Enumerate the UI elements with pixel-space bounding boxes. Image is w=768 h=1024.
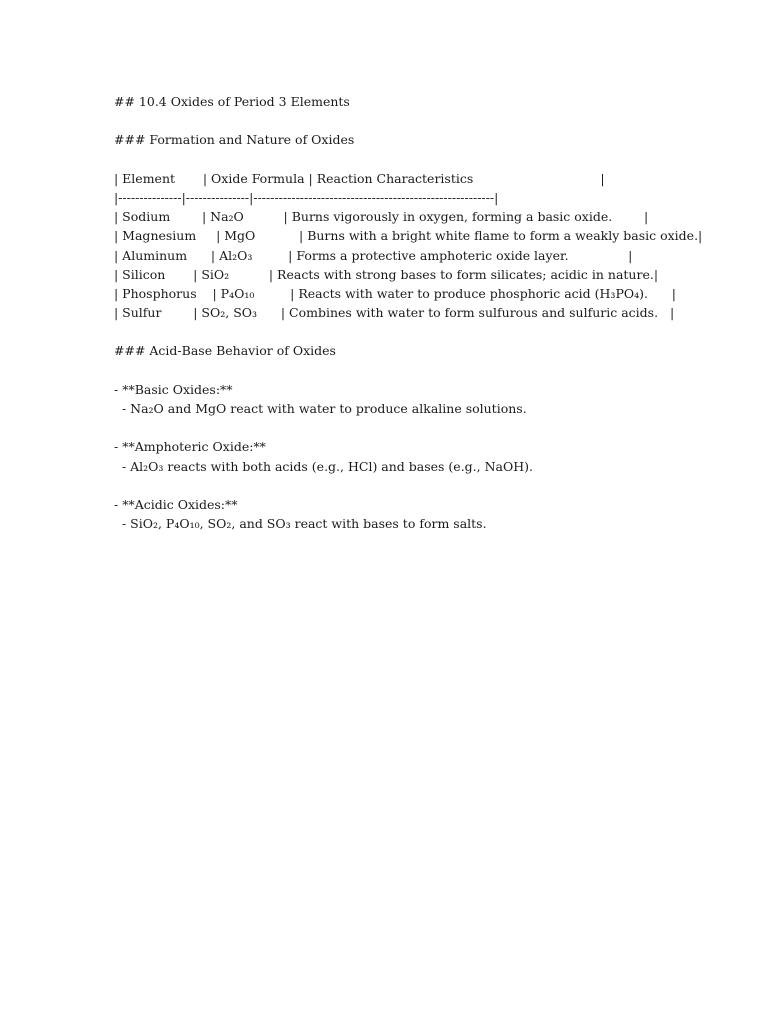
amphoteric-oxide-title: - **Amphoteric Oxide:** xyxy=(114,439,266,455)
table-row-sulfur: | Sulfur | SO₂, SO₃ | Combines with water to form sulfurous and sulfuric acids. | xyxy=(114,305,675,321)
acidic-oxides-detail: - SiO₂, P₄O₁₀, SO₂, and SO₃ react with bases to form salts. xyxy=(114,516,487,532)
amphoteric-oxide-detail: - Al₂O₃ reacts with both acids (e.g., HCl) and bases (e.g., NaOH). xyxy=(114,458,533,474)
section-heading-acid-base: ### Acid-Base Behavior of Oxides xyxy=(114,343,336,359)
spacer xyxy=(114,418,734,437)
basic-oxides-title: - **Basic Oxides:** xyxy=(114,381,233,397)
table-separator: |---------------|---------------|---------------------------------------------------------| xyxy=(114,189,499,205)
acidic-oxides-title: - **Acidic Oxides:** xyxy=(114,496,238,512)
table-row-silicon: | Silicon | SiO₂ | Reacts with strong bases to form silicates; acidic in nature.| xyxy=(114,266,659,282)
table-row-aluminum: | Aluminum | Al₂O₃ | Forms a protective amphoteric oxide layer. | xyxy=(114,247,633,263)
page-heading: ## 10.4 Oxides of Period 3 Elements xyxy=(114,94,350,109)
table-header: | Element | Oxide Formula | Reaction Characteristics | xyxy=(114,170,605,186)
spacer xyxy=(114,361,734,380)
table-row-magnesium: | Magnesium | MgO | Burns with a bright white flame to form a weakly basic oxide.| xyxy=(114,228,703,244)
section-heading-formation: ### Formation and Nature of Oxides xyxy=(114,132,355,148)
table-row-sodium: | Sodium | Na₂O | Burns vigorously in oxygen, forming a basic oxide. | xyxy=(114,209,649,225)
spacer xyxy=(114,150,734,169)
basic-oxides-detail: - Na₂O and MgO react with water to produce alkaline solutions. xyxy=(114,401,527,416)
spacer xyxy=(114,476,734,495)
spacer xyxy=(114,111,734,130)
table-row-phosphorus: | Phosphorus | P₄O₁₀ | Reacts with water to produce phosphoric acid (H₃PO₄). | xyxy=(114,285,677,301)
document-page xyxy=(114,92,734,533)
spacer xyxy=(114,322,734,341)
